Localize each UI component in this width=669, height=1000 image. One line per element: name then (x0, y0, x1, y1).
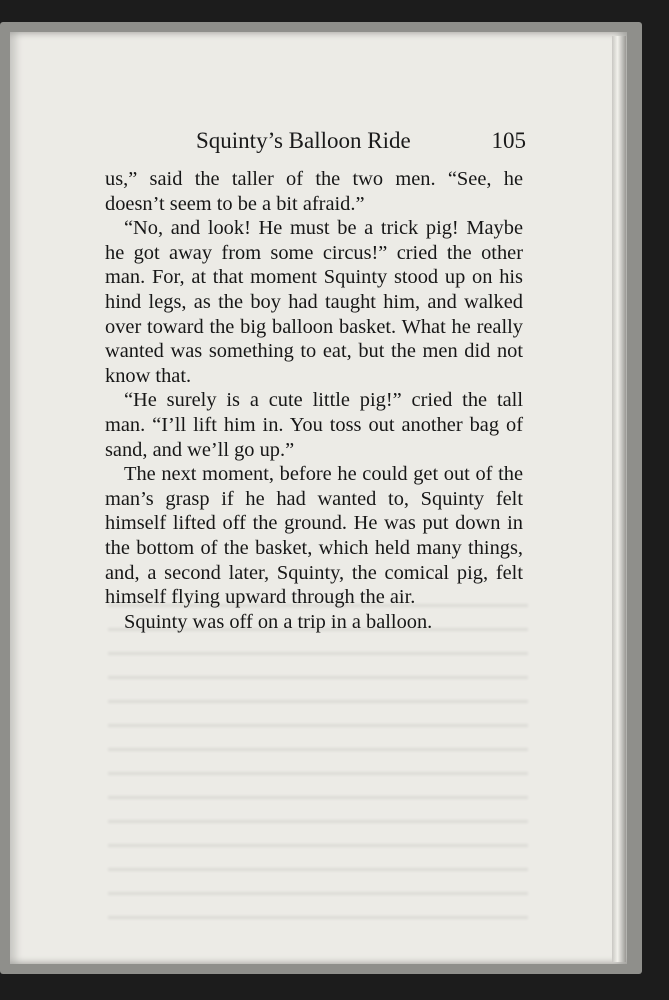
page-header (108, 124, 526, 158)
running-title: Squinty’s Balloon Ride (196, 128, 411, 153)
paragraph: us,” said the taller of the two men. “See, he doesn’t seem to be a bit afraid.” (105, 168, 523, 215)
page-number: 105 (491, 128, 526, 153)
paragraph: Squinty was off on a trip in a balloon. (124, 610, 433, 633)
body-text (105, 167, 523, 634)
paragraph: “No, and look! He must be a trick pig! Maybe he got away from some circus!” cried the other man. For, at that moment Squinty stood up on his hind legs, as the boy had taught him, and walked over toward the big balloon basket. What he really wanted was something to eat, but the men did not know that. (105, 217, 523, 387)
page-stack-edge (612, 36, 626, 962)
paragraph: The next moment, before he could get out of the man’s grasp if he had wanted to, Squinty felt himself lifted off the ground. He was put down in the bottom of the basket, which held many things, and, a second later, Squinty, the comical pig, felt himself flying upward through the air. (105, 463, 523, 609)
show-through-text (108, 590, 528, 920)
paragraph: “He surely is a cute little pig!” cried the tall man. “I’ll lift him in. You toss out another bag of sand, and we’ll go up.” (105, 389, 523, 461)
